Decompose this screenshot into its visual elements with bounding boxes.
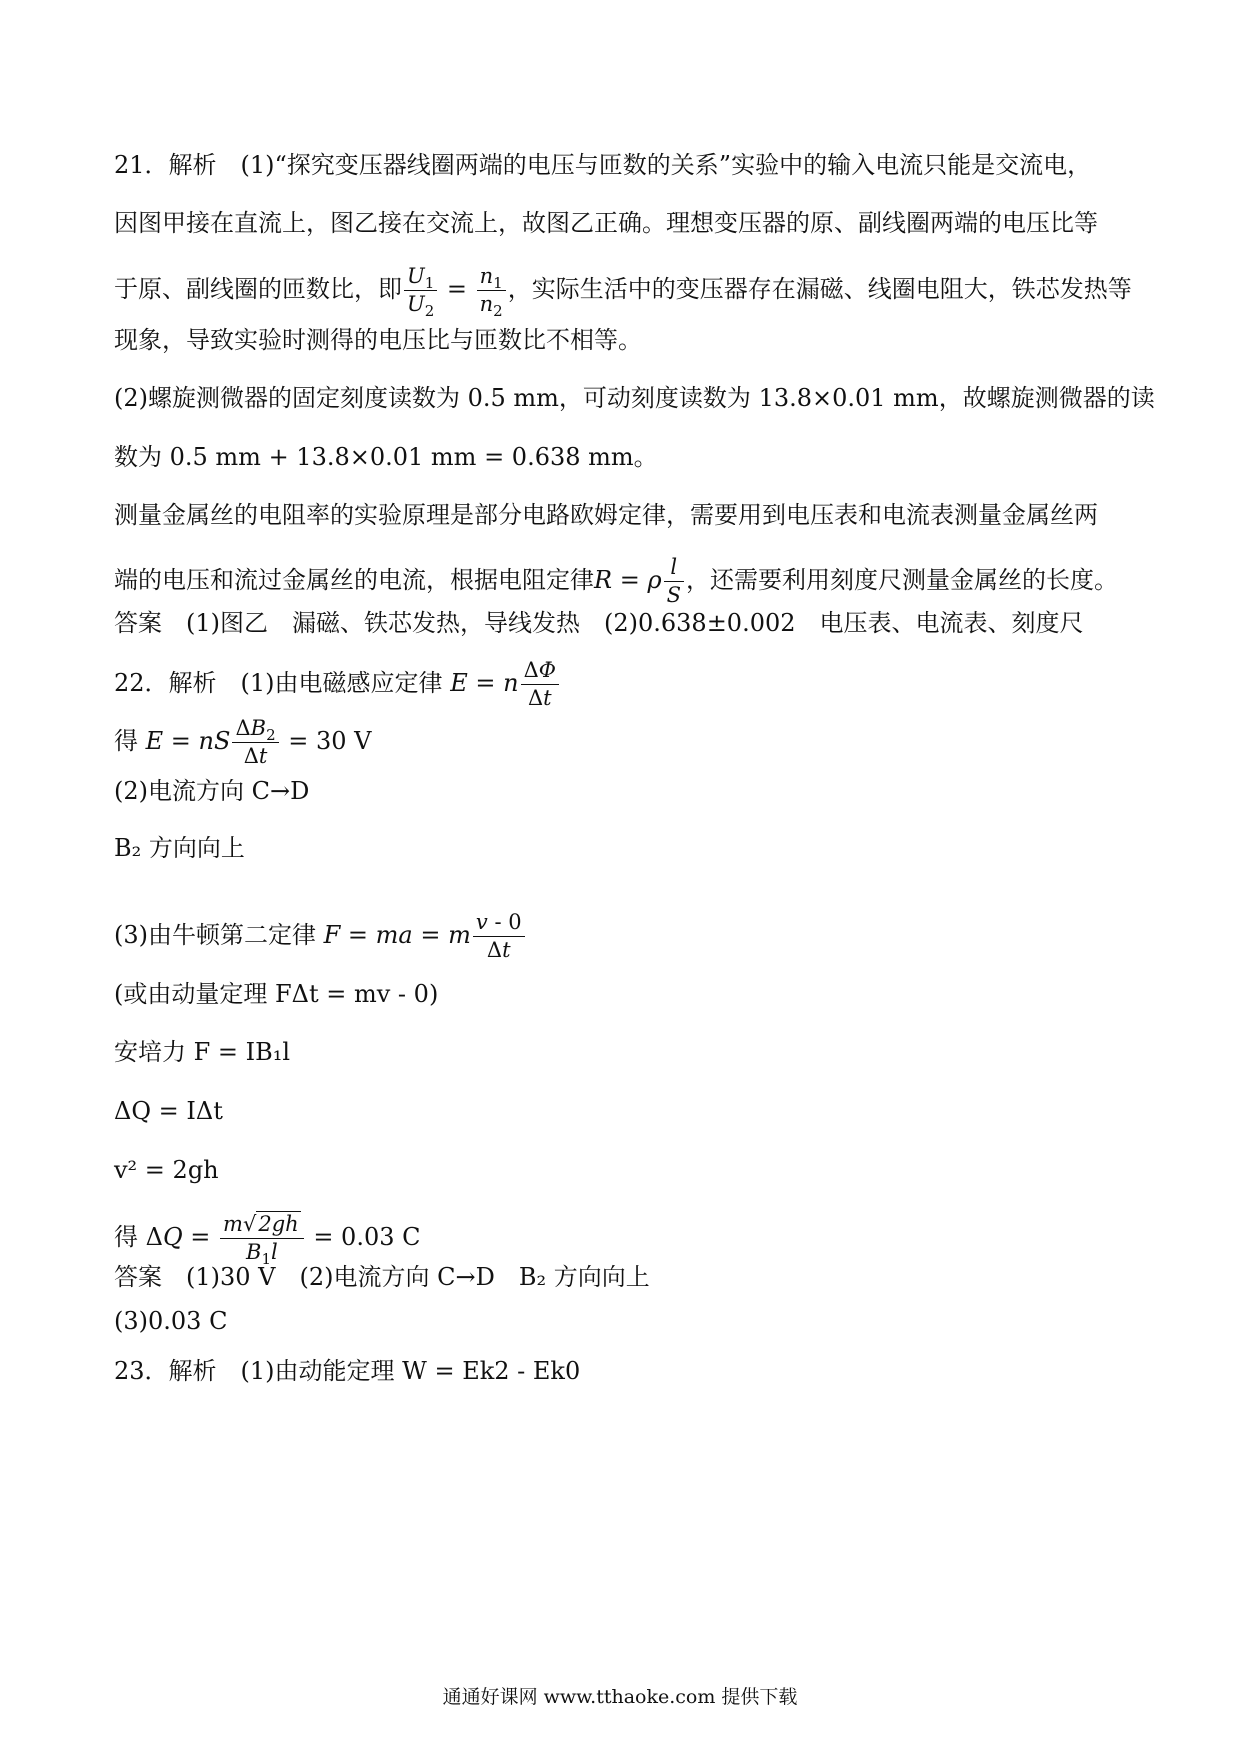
q21-line-6: 数为 0.5 mm + 13.8×0.01 mm = 0.638 mm。 <box>114 443 658 471</box>
fraction-sqrt-2gh: $\frac{m√2gh}{B_1l}$ <box>220 1214 304 1263</box>
q21-line-8-text-end: ，还需要利用刻度尺测量金属丝的长度。 <box>685 566 1118 594</box>
q21-line-8: 端的电压和流过金属丝的电流，根据电阻定律R = ρ $\frac{l}{S}$ ，还需要利用刻度尺测量金属丝的长度。 <box>114 555 1118 607</box>
q22-line-8: ΔQ = IΔt <box>114 1097 223 1125</box>
q22-line-1: 22．解析 (1)由电磁感应定律 E = n $\frac{\Delta\Phi}{\Delta t}$ <box>114 660 561 709</box>
q21-line-8-text: 端的电压和流过金属丝的电流，根据电阻定律 <box>114 566 594 594</box>
q21-line-7: 测量金属丝的电阻率的实验原理是部分电路欧姆定律，需要用到电压表和电流表测量金属丝两 <box>114 501 1098 529</box>
q22-answer: 答案 (1)30 V (2)电流方向 C→D B₂ 方向向上 <box>114 1263 650 1291</box>
q21-line-5: (2)螺旋测微器的固定刻度读数为 0.5 mm，可动刻度读数为 13.8×0.01 mm，故螺旋测微器的读 <box>114 384 1155 412</box>
q21-answer: 答案 (1)图乙 漏磁、铁芯发热，导线发热 (2)0.638±0.002 电压表、电流表、刻度尺 <box>114 609 1084 637</box>
q22-line-5: (3)由牛顿第二定律 F = ma = m $\frac{v - 0}{\Delta t}$ <box>114 912 527 961</box>
q22-answer-2: (3)0.03 C <box>114 1307 228 1335</box>
q22-line-2: 得 E = nS $\frac{\Delta B_2}{\Delta t}$ = 30 V <box>114 716 372 768</box>
q22-line-1-text: 22．解析 (1)由电磁感应定律 <box>114 669 443 697</box>
q22-line-10: 得 ΔQ = $\frac{m√2gh}{B_1l}$ = 0.03 C <box>114 1212 421 1268</box>
fraction-n1-n2: $\frac{n_1}{n_2}$ <box>477 266 506 315</box>
q22-line-3: (2)电流方向 C→D <box>114 777 310 805</box>
fraction-v-dt: $\frac{v - 0}{\Delta t}$ <box>473 912 525 961</box>
q22-line-4: B₂ 方向向上 <box>114 834 245 862</box>
q22-line-2-text: 得 <box>114 727 138 755</box>
fraction-u1-u2: $\frac{U_1}{U_2}$ <box>404 266 437 315</box>
fraction-dphi-dt: $\frac{\Delta\Phi}{\Delta t}$ <box>521 660 559 709</box>
q22-line-9: v² = 2gh <box>114 1156 219 1184</box>
q22-line-10-text: 得 <box>114 1223 138 1251</box>
q21-line-1: 21．解析 (1)“探究变压器线圈两端的电压与匝数的关系”实验中的输入电流只能是交流电， <box>114 151 1092 179</box>
footer-source: 通通好课网 www.tthaoke.com 提供下载 <box>442 1686 798 1708</box>
q22-line-6: (或由动量定理 FΔt = mv - 0) <box>114 980 439 1008</box>
q23-line-1: 23．解析 (1)由动能定理 W = Ek2 - Ek0 <box>114 1357 581 1385</box>
q22-line-5-text: (3)由牛顿第二定律 <box>114 921 316 949</box>
q21-line-3-text: 于原、副线圈的匝数比，即 <box>114 275 402 303</box>
fraction-db2-dt: $\frac{\Delta B_2}{\Delta t}$ <box>232 718 278 767</box>
q21-line-3-text-end: ，实际生活中的变压器存在漏磁、线圈电阻大，铁芯发热等 <box>507 275 1132 303</box>
q22-line-7: 安培力 F = IB₁l <box>114 1038 291 1066</box>
q21-line-4: 现象，导致实验时测得的电压比与匝数比不相等。 <box>114 326 642 354</box>
fraction-l-s: $\frac{l}{S}$ <box>664 557 684 606</box>
q22-line-2-result: = 30 V <box>280 727 372 755</box>
q21-line-2: 因图甲接在直流上，图乙接在交流上，故图乙正确。理想变压器的原、副线圈两端的电压比等 <box>114 209 1098 237</box>
q22-line-10-result: = 0.03 C <box>305 1223 421 1251</box>
q21-line-3: 于原、副线圈的匝数比，即 $\frac{U_1}{U_2}$ = $\frac{n_1}{n_2}$ ，实际生活中的变压器存在漏磁、线圈电阻大，铁芯发热等 <box>114 264 1132 320</box>
